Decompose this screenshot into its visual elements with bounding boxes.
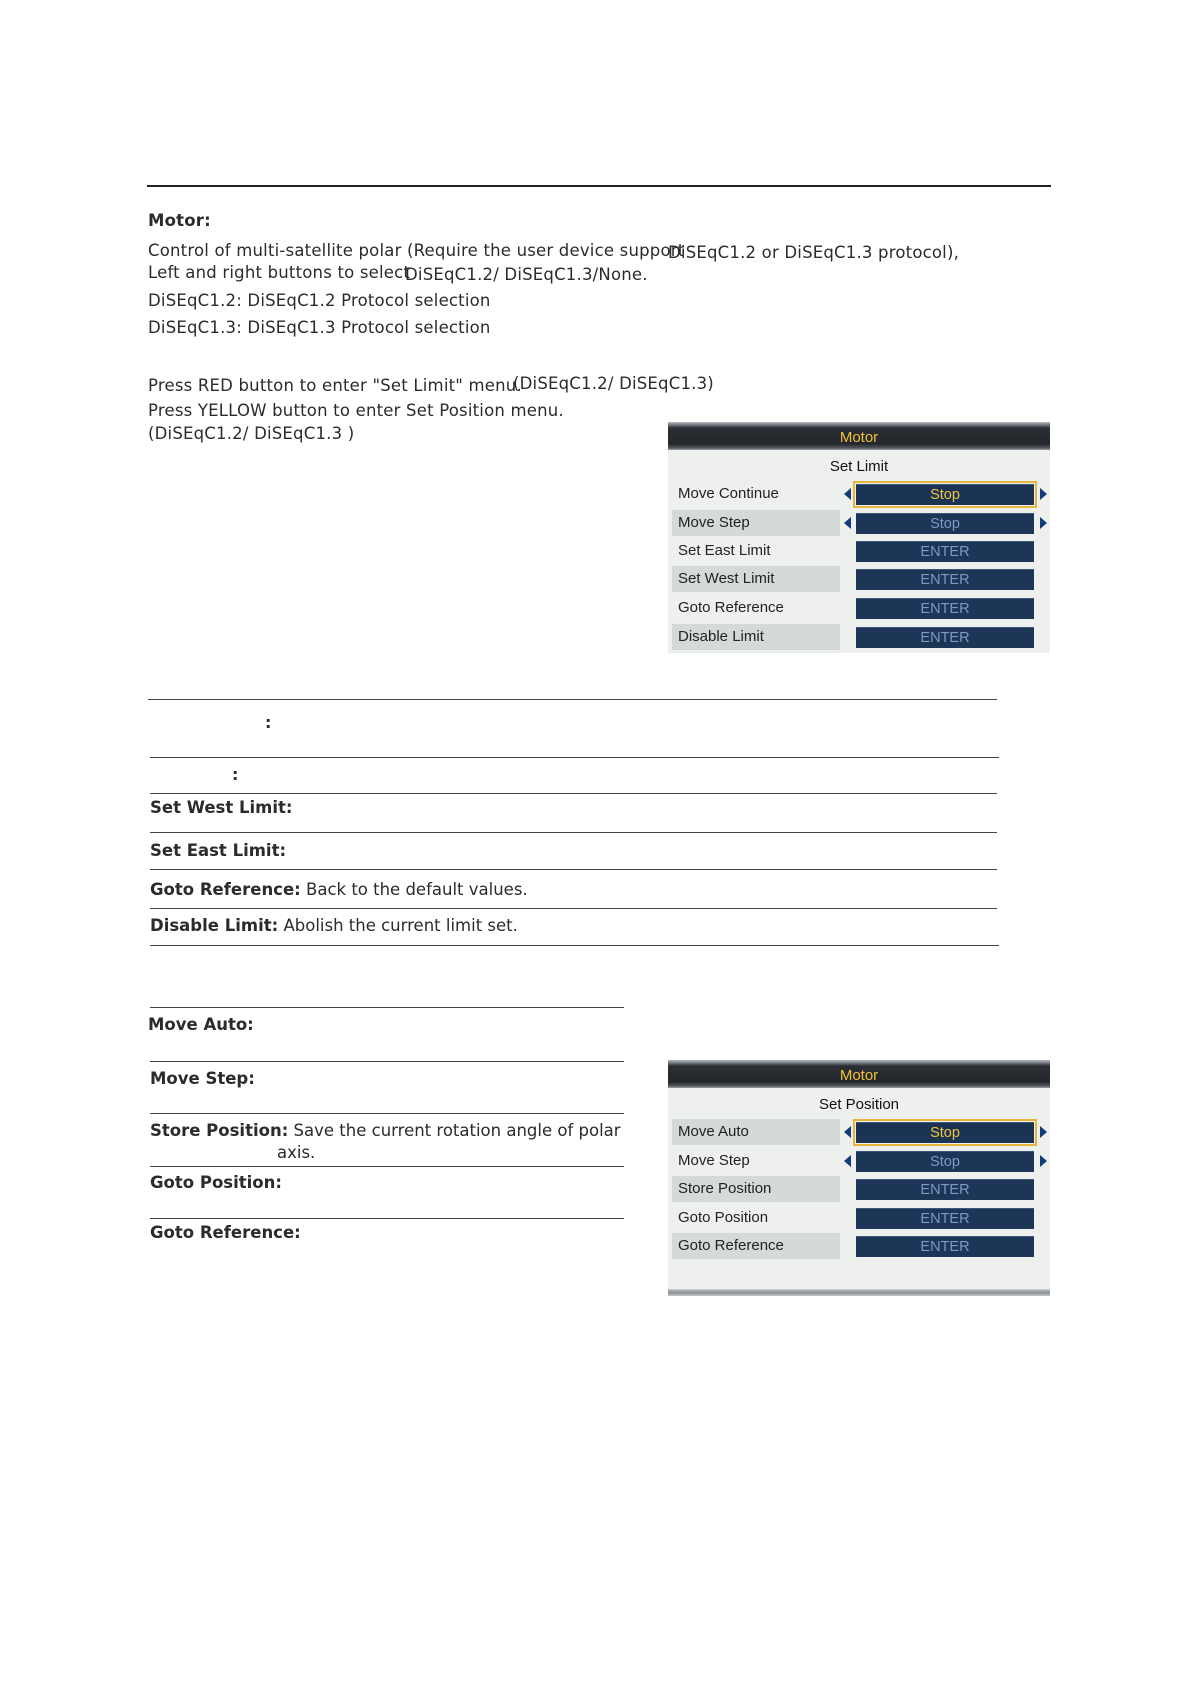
menu-row-set-east-limit[interactable]: [668, 538, 1050, 564]
intro-line-1b: DiSEqC1.2 or DiSEqC1.3 protocol),: [668, 243, 960, 262]
intro-line-1a: Control of multi-satellite polar (Require the user device support: [148, 241, 685, 260]
row-label: Store Position:: [150, 1121, 289, 1140]
menu-row-store-position[interactable]: [668, 1176, 1050, 1202]
menu-row-move-auto[interactable]: [668, 1119, 1050, 1145]
menu-row-value[interactable]: Stop: [856, 484, 1034, 505]
press-yellow-protocols: (DiSEqC1.2/ DiSEqC1.3 ): [148, 424, 355, 443]
row-label: Goto Reference:: [150, 1223, 301, 1242]
top-rule: [147, 185, 1051, 187]
menu-row-value[interactable]: ENTER: [856, 627, 1034, 648]
press-red-protocols: (DiSEqC1.2/ DiSEqC1.3): [513, 374, 714, 393]
table-rule: [150, 1166, 624, 1167]
menu-row-value[interactable]: Stop: [856, 1151, 1034, 1172]
press-yellow-text: Press YELLOW button to enter Set Position menu.: [148, 401, 564, 420]
menu-row-label: Goto Reference: [672, 1233, 840, 1259]
set-west-limit-row: [150, 797, 292, 819]
menu-row-label: Move Auto: [672, 1119, 840, 1145]
goto-reference-row: [150, 1222, 301, 1244]
menu-row-label: Goto Reference: [678, 599, 784, 616]
menu-row-label: Goto Position: [678, 1209, 769, 1226]
table-rule: [150, 869, 997, 870]
table-rule: [148, 699, 997, 700]
set-limit-menu: [668, 422, 1050, 653]
menu-row-label: Move Step: [678, 1152, 750, 1169]
menu-row-value[interactable]: Stop: [856, 1122, 1034, 1143]
menu-row-label: Set West Limit: [672, 566, 840, 592]
menu-title: Motor: [839, 429, 879, 446]
set-position-menu: [668, 1060, 1050, 1296]
menu-row-label: Store Position: [672, 1176, 840, 1202]
menu-row-value[interactable]: ENTER: [856, 598, 1034, 619]
arrow-right-icon[interactable]: [1040, 517, 1047, 529]
goto-position-row: [150, 1172, 282, 1194]
row-label: Move Auto:: [148, 1015, 254, 1034]
arrow-right-icon[interactable]: [1040, 488, 1047, 500]
intro-line-4: DiSEqC1.3: DiSEqC1.3 Protocol selection: [148, 318, 491, 337]
menu-row-move-continue[interactable]: [668, 481, 1050, 507]
motor-heading: Motor:: [148, 211, 211, 230]
intro-line-2b: DiSEqC1.2/ DiSEqC1.3/None.: [405, 265, 648, 284]
menu-row-disable-limit[interactable]: [668, 624, 1050, 650]
menu-row-move-step[interactable]: [668, 1148, 1050, 1174]
store-position-row-cont: axis.: [277, 1143, 316, 1162]
table-rule: [150, 832, 997, 833]
menu-row-goto-position[interactable]: [668, 1205, 1050, 1231]
menu-row-goto-reference[interactable]: [668, 1233, 1050, 1259]
menu-row-value[interactable]: ENTER: [856, 1208, 1034, 1229]
arrow-left-icon[interactable]: [844, 488, 851, 500]
store-position-row: [150, 1120, 621, 1142]
row-label: Disable Limit:: [150, 916, 279, 935]
move-step-row: [150, 1068, 255, 1090]
row-text: Back to the default values.: [300, 880, 528, 899]
row-label: Set West Limit:: [150, 798, 293, 817]
menu-row-set-west-limit[interactable]: [668, 566, 1050, 592]
row-label: Move Step:: [150, 1069, 255, 1088]
arrow-left-icon[interactable]: [844, 517, 851, 529]
table-rule: [150, 908, 997, 909]
arrow-left-icon[interactable]: [844, 1155, 851, 1167]
table-rule: [150, 1061, 624, 1062]
menu-row-value[interactable]: ENTER: [856, 569, 1034, 590]
table-rule: [150, 793, 997, 794]
colon-mark: :: [232, 765, 239, 784]
menu-row-label: Move Continue: [678, 485, 779, 502]
arrow-right-icon[interactable]: [1040, 1126, 1047, 1138]
menu-row-label: Move Step: [672, 510, 840, 536]
row-text: Save the current rotation angle of polar: [288, 1121, 621, 1140]
menu-row-label: Disable Limit: [672, 624, 840, 650]
menu-row-value[interactable]: ENTER: [856, 541, 1034, 562]
goto-reference-row: [150, 879, 528, 901]
disable-limit-row: [150, 915, 518, 937]
move-auto-row: [148, 1014, 254, 1036]
menu-title: Motor: [839, 1067, 879, 1084]
table-rule: [150, 1113, 624, 1114]
table-rule: [150, 945, 999, 946]
intro-line-2a: Left and right buttons to select: [148, 263, 411, 282]
arrow-left-icon[interactable]: [844, 1126, 851, 1138]
colon-mark: :: [265, 713, 272, 732]
row-text: Abolish the current limit set.: [278, 916, 518, 935]
row-label: Set East Limit:: [150, 841, 287, 860]
menu-row-value[interactable]: Stop: [856, 513, 1034, 534]
menu-row-move-step[interactable]: [668, 510, 1050, 536]
menu-subtitle: Set Limit: [829, 458, 889, 475]
row-label: Goto Position:: [150, 1173, 282, 1192]
menu-row-label: Set East Limit: [678, 542, 771, 559]
table-rule: [150, 1007, 624, 1008]
intro-line-3: DiSEqC1.2: DiSEqC1.2 Protocol selection: [148, 291, 491, 310]
menu-row-value[interactable]: ENTER: [856, 1236, 1034, 1257]
menu-bottombar: [668, 1289, 1050, 1296]
row-label: Goto Reference:: [150, 880, 301, 899]
set-east-limit-row: [150, 840, 286, 862]
table-rule: [150, 757, 999, 758]
arrow-right-icon[interactable]: [1040, 1155, 1047, 1167]
table-rule: [150, 1218, 624, 1219]
menu-row-goto-reference[interactable]: [668, 595, 1050, 621]
menu-row-value[interactable]: ENTER: [856, 1179, 1034, 1200]
menu-subtitle: Set Position: [818, 1096, 900, 1113]
press-red-text: Press RED button to enter "Set Limit" menu.: [148, 376, 522, 395]
